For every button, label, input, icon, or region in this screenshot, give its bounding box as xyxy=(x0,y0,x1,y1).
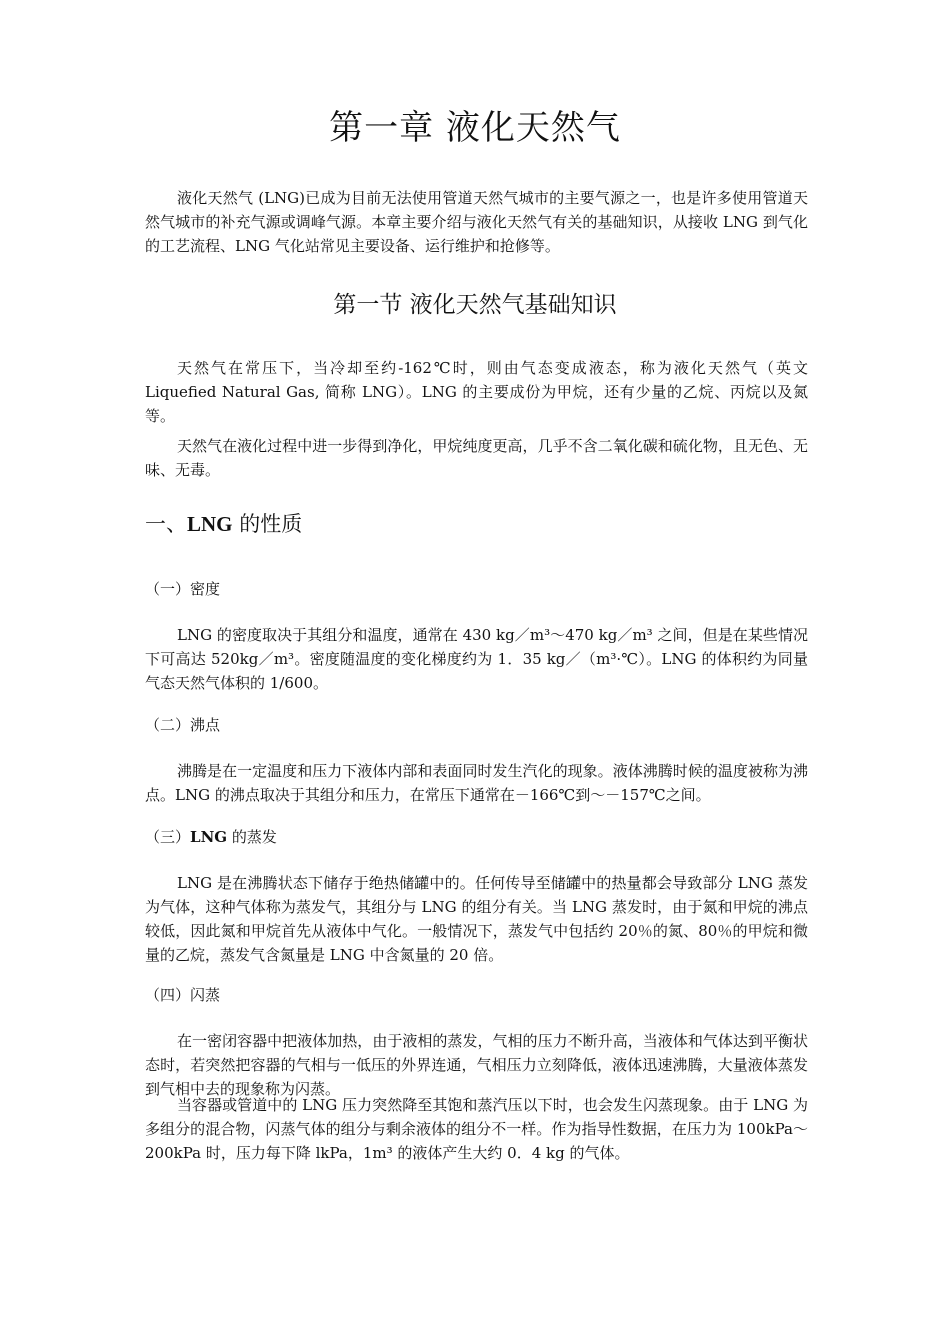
lng-definition-paragraph: 天然气在常压下，当冷却至约-162℃时，则由气态变成液态，称为液化天然气（英文Liquefied Natural Gas, 简称 LNG）。LNG 的主要成份为甲烷，还有少量的乙烷、丙烷以及氮等。 xyxy=(145,359,808,425)
subheading-prefix: （三） xyxy=(145,828,191,846)
boiling-point-paragraph: 沸腾是在一定温度和压力下液体内部和表面同时发生汽化的现象。液体沸腾时候的温度被称为沸点。LNG 的沸点取决于其组分和压力，在常压下通常在－166℃到～－157℃之间。 xyxy=(145,762,808,804)
section-title: 第一节 液化天然气基础知识 xyxy=(333,292,617,318)
heading-suffix: 的性质 xyxy=(232,512,303,536)
subheading-evaporation xyxy=(145,826,277,847)
density-paragraph: LNG 的密度取决于其组分和温度，通常在 430 kg／m³～470 kg／m³ 之间，但是在某些情况下可高达 520kg／m³。密度随温度的变化梯度约为 1．35 kg／（m³·℃）。LNG 的体积约为同量气态天然气体积的 1/600。 xyxy=(145,626,808,692)
intro-paragraph: 液化天然气 (LNG)已成为目前无法使用管道天然气城市的主要气源之一，也是许多使用管道天然气城市的补充气源或调峰气源。本章主要介绍与液化天然气有关的基础知识，从接收 LNG 到气化的工艺流程、LNG 气化站常见主要设备、运行维护和抢修等。 xyxy=(145,189,808,255)
subheading-flash: （四）闪蒸 xyxy=(145,986,221,1004)
flash-paragraph-2: 当容器或管道中的 LNG 压力突然降至其饱和蒸汽压以下时，也会发生闪蒸现象。由于 LNG 为多组分的混合物，闪蒸气体的组分与剩余液体的组分不一样。作为指导性数据，在压力为 100kPa～200kPa 时，压力每下降 lkPa，1m³ 的液体产生大约 0．4 kg 的气体。 xyxy=(145,1096,808,1162)
heading-prefix: 一、 xyxy=(145,512,187,536)
subheading-bold: LNG xyxy=(190,828,228,846)
heading-bold: LNG xyxy=(187,512,233,536)
chapter-title: 第一章 液化天然气 xyxy=(329,108,621,148)
subheading-density: （一）密度 xyxy=(145,580,221,598)
subheading-suffix: 的蒸发 xyxy=(227,828,277,846)
flash-paragraph-1: 在一密闭容器中把液体加热，由于液相的蒸发，气相的压力不断升高，当液体和气体达到平衡状态时，若突然把容器的气相与一低压的外界连通，气相压力立刻降低，液体迅速沸腾，大量液体蒸发到气相中去的现象称为闪蒸。 xyxy=(145,1032,808,1098)
evaporation-paragraph: LNG 是在沸腾状态下储存于绝热储罐中的。任何传导至储罐中的热量都会导致部分 LNG 蒸发为气体，这种气体称为蒸发气，其组分与 LNG 的组分有关。当 LNG 蒸发时，由于氮和甲烷的沸点较低，因此氮和甲烷首先从液体中气化。一般情况下，蒸发气中包括约 20％的氮、80％的甲烷和微量的乙烷，蒸发气含氮量是 LNG 中含氮量的 20 倍。 xyxy=(145,874,808,964)
heading-lng-properties xyxy=(145,508,302,538)
subheading-boiling-point: （二）沸点 xyxy=(145,716,221,734)
lng-purity-paragraph: 天然气在液化过程中进一步得到净化，甲烷纯度更高，几乎不含二氧化碳和硫化物，且无色、无味、无毒。 xyxy=(145,437,808,479)
